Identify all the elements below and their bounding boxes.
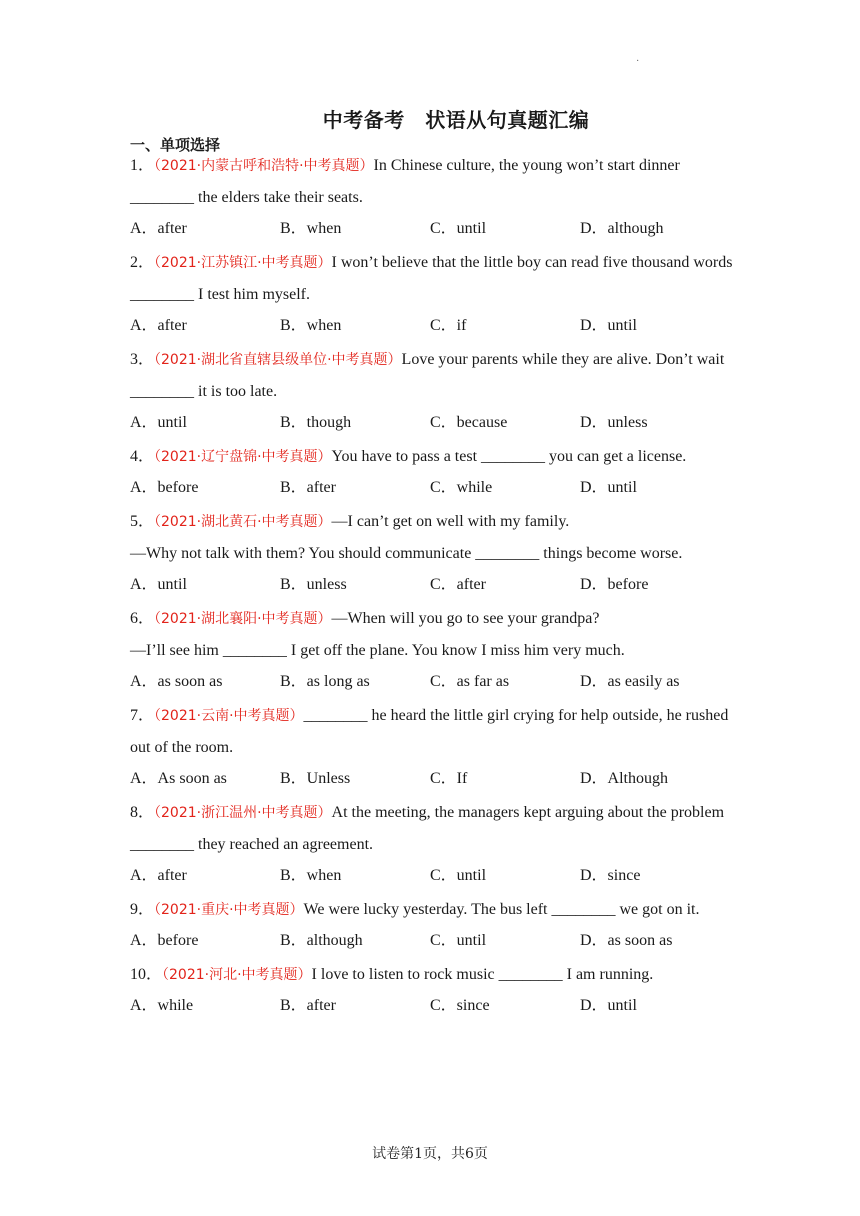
answer-option: C．If [430, 770, 468, 787]
answer-option: A．before [130, 479, 199, 496]
question-number: 8． [130, 804, 155, 821]
question-text: —When will you go to see your grandpa? [331, 610, 600, 627]
answer-options [130, 310, 735, 342]
question-item [130, 247, 735, 342]
question-text: I love to listen to rock music ________ I am running. [311, 966, 654, 983]
question-item [130, 700, 735, 795]
answer-option: B．when [280, 867, 342, 884]
question-dialogue-line: —I’ll see him ________ I get off the plane. You know I miss him very much. [130, 642, 625, 659]
question-source: （2021·辽宁盘锦·中考真题） [154, 449, 332, 465]
question-number: 10． [130, 966, 163, 983]
answer-options [130, 213, 735, 245]
question-number: 1． [130, 157, 155, 174]
question-item [130, 603, 735, 698]
question-stem [130, 894, 735, 926]
question-source: （2021·河北·中考真题） [162, 967, 312, 983]
question-list [130, 150, 735, 1024]
answer-options [130, 569, 735, 601]
section-heading: 一、单项选择 [130, 136, 221, 154]
question-item [130, 150, 735, 245]
question-source: （2021·云南·中考真题） [154, 708, 304, 724]
question-text: Love your parents while they are alive. Don’t wait ________ it is too late. [130, 351, 725, 400]
question-stem [130, 797, 735, 861]
answer-option: D．before [580, 576, 649, 593]
question-item [130, 894, 735, 957]
answer-option: C．as far as [430, 673, 510, 690]
question-text: ________ he heard the little girl crying for help outside, he rushed out of the room. [130, 707, 729, 756]
answer-option: D．since [580, 867, 641, 884]
question-text: —I can’t get on well with my family. [331, 513, 570, 530]
question-number: 5． [130, 513, 155, 530]
question-source: （2021·湖北黄石·中考真题） [154, 514, 332, 530]
answer-option: D．until [580, 997, 637, 1014]
answer-option: C．until [430, 932, 487, 949]
question-source: （2021·湖北襄阳·中考真题） [154, 611, 332, 627]
question-item [130, 959, 735, 1022]
answer-option: D．until [580, 317, 637, 334]
answer-option: B．after [280, 479, 336, 496]
answer-option: B．after [280, 997, 336, 1014]
page-footer: 试卷第1页，共6页 [372, 1146, 488, 1162]
answer-options [130, 925, 735, 957]
answer-options [130, 666, 735, 698]
answer-option: A．before [130, 932, 199, 949]
question-text: We were lucky yesterday. The bus left ________ we got on it. [303, 901, 700, 918]
question-text: At the meeting, the managers kept arguing about the problem ________ they reached an agreement. [130, 804, 725, 853]
question-source: （2021·内蒙古呼和浩特·中考真题） [154, 158, 374, 174]
answer-option: A．after [130, 220, 187, 237]
answer-options [130, 860, 735, 892]
answer-option: C．since [430, 997, 490, 1014]
question-number: 4． [130, 448, 155, 465]
answer-option: D．although [580, 220, 664, 237]
question-item [130, 797, 735, 892]
question-item [130, 344, 735, 439]
answer-option: D．unless [580, 414, 648, 431]
answer-option: C．after [430, 576, 486, 593]
answer-option: B．unless [280, 576, 347, 593]
question-stem [130, 150, 735, 214]
question-number: 7． [130, 707, 155, 724]
answer-option: B．Unless [280, 770, 351, 787]
question-text: You have to pass a test ________ you can get a license. [331, 448, 687, 465]
answer-option: D．Although [580, 770, 669, 787]
answer-option: B．as long as [280, 673, 370, 690]
question-stem [130, 700, 735, 764]
question-stem [130, 344, 735, 408]
answer-option: B．when [280, 220, 342, 237]
question-source: （2021·浙江温州·中考真题） [154, 805, 332, 821]
answer-option: C．until [430, 867, 487, 884]
answer-option: D．as easily as [580, 673, 680, 690]
answer-option: D．until [580, 479, 637, 496]
answer-option: A．after [130, 317, 187, 334]
question-number: 9． [130, 901, 155, 918]
question-source: （2021·湖北省直辖县级单位·中考真题） [154, 352, 402, 368]
page-mark: · [636, 56, 640, 67]
question-number: 3． [130, 351, 155, 368]
answer-option: A．until [130, 576, 187, 593]
page-title: 中考备考 状语从句真题汇编 [322, 108, 590, 132]
question-source: （2021·江苏镇江·中考真题） [154, 255, 332, 271]
question-text: In Chinese culture, the young won’t start dinner ________ the elders take their seats. [130, 157, 680, 206]
question-source: （2021·重庆·中考真题） [154, 902, 304, 918]
answer-options [130, 763, 735, 795]
answer-option: A．as soon as [130, 673, 223, 690]
answer-option: A．As soon as [130, 770, 227, 787]
answer-option: C．if [430, 317, 467, 334]
answer-option: B．when [280, 317, 342, 334]
answer-option: B．although [280, 932, 363, 949]
answer-options [130, 407, 735, 439]
answer-option: C．until [430, 220, 487, 237]
question-text: I won’t believe that the little boy can read five thousand words ________ I test him myself. [130, 254, 733, 303]
answer-option: A．after [130, 867, 187, 884]
question-stem [130, 247, 735, 311]
answer-option: C．while [430, 479, 493, 496]
question-item [130, 506, 735, 601]
question-dialogue-line: —Why not talk with them? You should communicate ________ things become worse. [130, 545, 683, 562]
question-stem [130, 506, 735, 538]
answer-option: A．until [130, 414, 187, 431]
answer-option: D．as soon as [580, 932, 673, 949]
answer-option: B．though [280, 414, 352, 431]
answer-option: C．because [430, 414, 508, 431]
answer-options [130, 990, 735, 1022]
answer-option: A．while [130, 997, 194, 1014]
question-stem [130, 603, 735, 635]
question-stem [130, 441, 735, 473]
answer-options [130, 472, 735, 504]
question-number: 6． [130, 610, 155, 627]
question-stem [130, 959, 735, 991]
question-number: 2． [130, 254, 155, 271]
question-item [130, 441, 735, 504]
